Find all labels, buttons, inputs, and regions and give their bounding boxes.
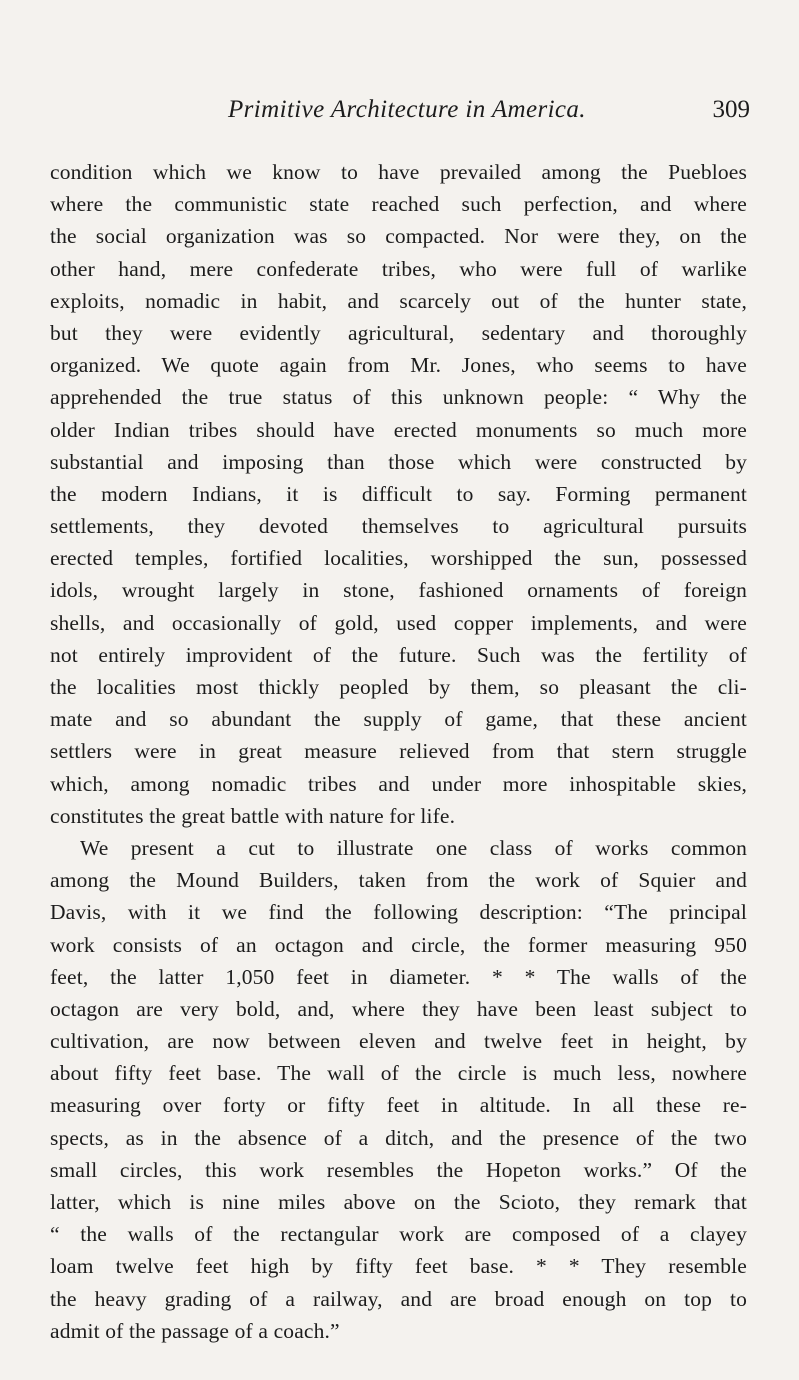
text-line: which, among nomadic tribes and under more inhospitable skies, xyxy=(50,771,747,796)
text-line: latter, which is nine miles above on the Scioto, they remark that xyxy=(50,1190,747,1214)
text-line: erected temples, fortified localities, worshipped the sun, possessed xyxy=(50,546,747,571)
text-line: other hand, mere confederate tribes, who were full of warlike xyxy=(50,256,747,281)
text-line: loam twelve feet high by fifty feet base. * * They resemble xyxy=(50,1254,747,1279)
text-line: small circles, this work resembles the Hopeton works.” Of the xyxy=(50,1157,747,1182)
text-line: settlers were in great measure relieved from that stern struggle xyxy=(50,739,747,764)
text-line: shells, and occasionally of gold, used copper implements, and were xyxy=(50,610,747,635)
text-line: spects, as in the absence of a ditch, and the presence of the two xyxy=(50,1125,747,1150)
text-line: the social organization was so compacted. Nor were they, on the xyxy=(50,224,747,249)
text-line: apprehended the true status of this unknown people: “ Why the xyxy=(50,385,747,410)
text-line: exploits, nomadic in habit, and scarcely out of the hunter state, xyxy=(50,288,747,313)
paragraph xyxy=(50,832,747,1347)
text-line: substantial and imposing than those which were constructed by xyxy=(50,449,747,474)
text-line: not entirely improvident of the future. Such was the fertility of xyxy=(50,642,747,667)
page-number: 309 xyxy=(712,96,750,123)
text-line: feet, the latter 1,050 feet in diameter. * * The walls of the xyxy=(50,964,747,989)
text-line: settlements, they devoted themselves to agricultural pursuits xyxy=(50,514,747,539)
text-line: “ the walls of the rectangular work are composed of a clayey xyxy=(50,1222,747,1247)
text-line: the localities most thickly peopled by them, so pleasant the cli- xyxy=(50,675,747,699)
text-line: mate and so abundant the supply of game, that these ancient xyxy=(50,707,747,732)
text-line: condition which we know to have prevailed among the Puebloes xyxy=(50,160,747,184)
text-line: octagon are very bold, and, where they have been least subject to xyxy=(50,996,747,1021)
text-line: among the Mound Builders, taken from the work of Squier and xyxy=(50,868,747,893)
text-line: organized. We quote again from Mr. Jones, who seems to have xyxy=(50,353,747,378)
running-title: Primitive Architecture in America. xyxy=(228,96,586,123)
text-line: about fifty feet base. The wall of the circle is much less, nowhere xyxy=(50,1061,747,1086)
text-line: idols, wrought largely in stone, fashioned ornaments of foreign xyxy=(50,578,747,603)
paragraph xyxy=(50,156,747,832)
text-line: admit of the passage of a coach.” xyxy=(50,1318,340,1343)
body-text xyxy=(50,156,747,1347)
text-line: We present a cut to illustrate one class of works common xyxy=(80,835,747,860)
text-line: where the communistic state reached such perfection, and where xyxy=(50,192,747,217)
text-line: measuring over forty or fifty feet in altitude. In all these re- xyxy=(50,1093,747,1118)
text-line: the heavy grading of a railway, and are broad enough on top to xyxy=(50,1286,747,1311)
running-head xyxy=(50,96,750,130)
text-line: older Indian tribes should have erected monuments so much more xyxy=(50,417,747,442)
text-line: cultivation, are now between eleven and twelve feet in height, by xyxy=(50,1029,747,1054)
text-line: but they were evidently agricultural, sedentary and thoroughly xyxy=(50,320,747,345)
text-line: work consists of an octagon and circle, the former measuring 950 xyxy=(50,932,747,957)
text-line: Davis, with it we find the following description: “The principal xyxy=(50,900,747,925)
text-line: constitutes the great battle with nature for life. xyxy=(50,803,456,828)
text-line: the modern Indians, it is difficult to say. Forming permanent xyxy=(50,481,747,506)
